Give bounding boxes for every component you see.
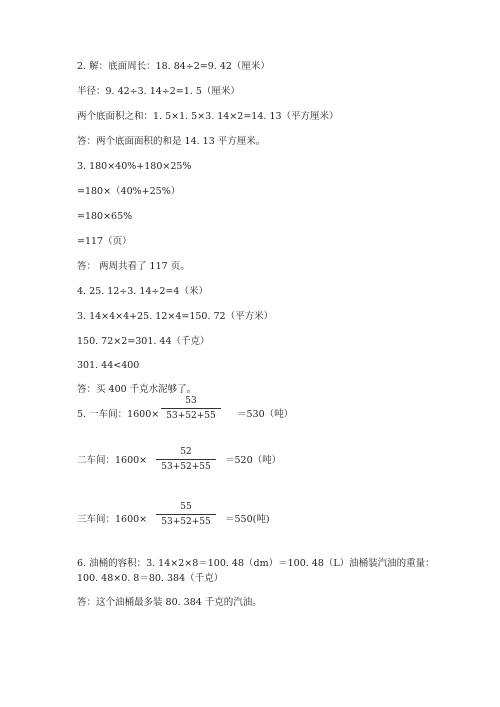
answer-2-step-2: 半径：9. 42÷3. 14÷2=1. 5（厘米）	[77, 86, 240, 97]
answer-3-step-3: =180×65%	[77, 211, 133, 222]
answer-3-step-2: =180×（40%+25%）	[77, 186, 181, 197]
fraction-bar	[161, 408, 221, 409]
fraction-numerator: 55	[180, 502, 192, 512]
workshop-label: 三车间：1600×	[77, 514, 148, 525]
fraction-bar	[156, 459, 216, 460]
answer-4-step-2: 3. 14×4×4+25. 12×4=150. 72（平方米）	[77, 311, 274, 322]
fraction-bar	[156, 514, 216, 515]
answer-2-conclusion: 答：两个底面面积的和是 14. 13 平方厘米。	[77, 136, 266, 147]
workshop-label: 二车间：1600×	[77, 455, 148, 466]
workshop-label: 5. 一车间：1600×	[77, 409, 160, 420]
fraction-numerator: 52	[180, 447, 192, 457]
answer-6-step-1: 6. 油桶的容积：3. 14×2×8＝100. 48（dm）＝100. 48（L）油桶装汽油的重量：	[77, 558, 435, 569]
answer-4-conclusion: 答：买 400 千克水泥够了。	[77, 384, 197, 395]
answer-3-step-1: 3. 180×40%+180×25%	[77, 161, 192, 172]
fraction-denominator: 53+52+55	[161, 462, 211, 472]
answer-4-comparison: 301. 44<400	[77, 360, 140, 371]
answer-6-step-2: 100. 48×0. 8＝80. 384（千克）	[77, 573, 224, 584]
answer-4-step-3: 150. 72×2=301. 44（千克）	[77, 336, 210, 347]
fraction-denominator: 53+52+55	[161, 517, 211, 527]
answer-4-step-1: 4. 25. 12÷3. 14÷2=4（米）	[77, 286, 208, 297]
workshop-result: ＝550(吨)	[225, 514, 270, 525]
fraction	[156, 447, 216, 473]
fraction-numerator: 53	[185, 396, 197, 406]
workshop-result: ＝520（吨）	[225, 455, 282, 466]
workshop-result: ＝530（吨）	[237, 409, 294, 420]
fraction-denominator: 53+52+55	[166, 411, 216, 421]
fraction	[156, 502, 216, 528]
answer-6-conclusion: 答：这个油桶最多装 80. 384 千克的汽油。	[77, 597, 262, 608]
fraction	[161, 396, 221, 422]
answer-3-step-4: =117（页）	[77, 236, 132, 247]
answer-2-step-1: 2. 解：底面周长：18. 84÷2=9. 42（厘米）	[77, 61, 270, 72]
answer-3-conclusion: 答： 两周共看了 117 页。	[77, 261, 190, 272]
answer-2-step-3: 两个底面积之和：1. 5×1. 5×3. 14×2=14. 13（平方厘米）	[77, 111, 339, 122]
